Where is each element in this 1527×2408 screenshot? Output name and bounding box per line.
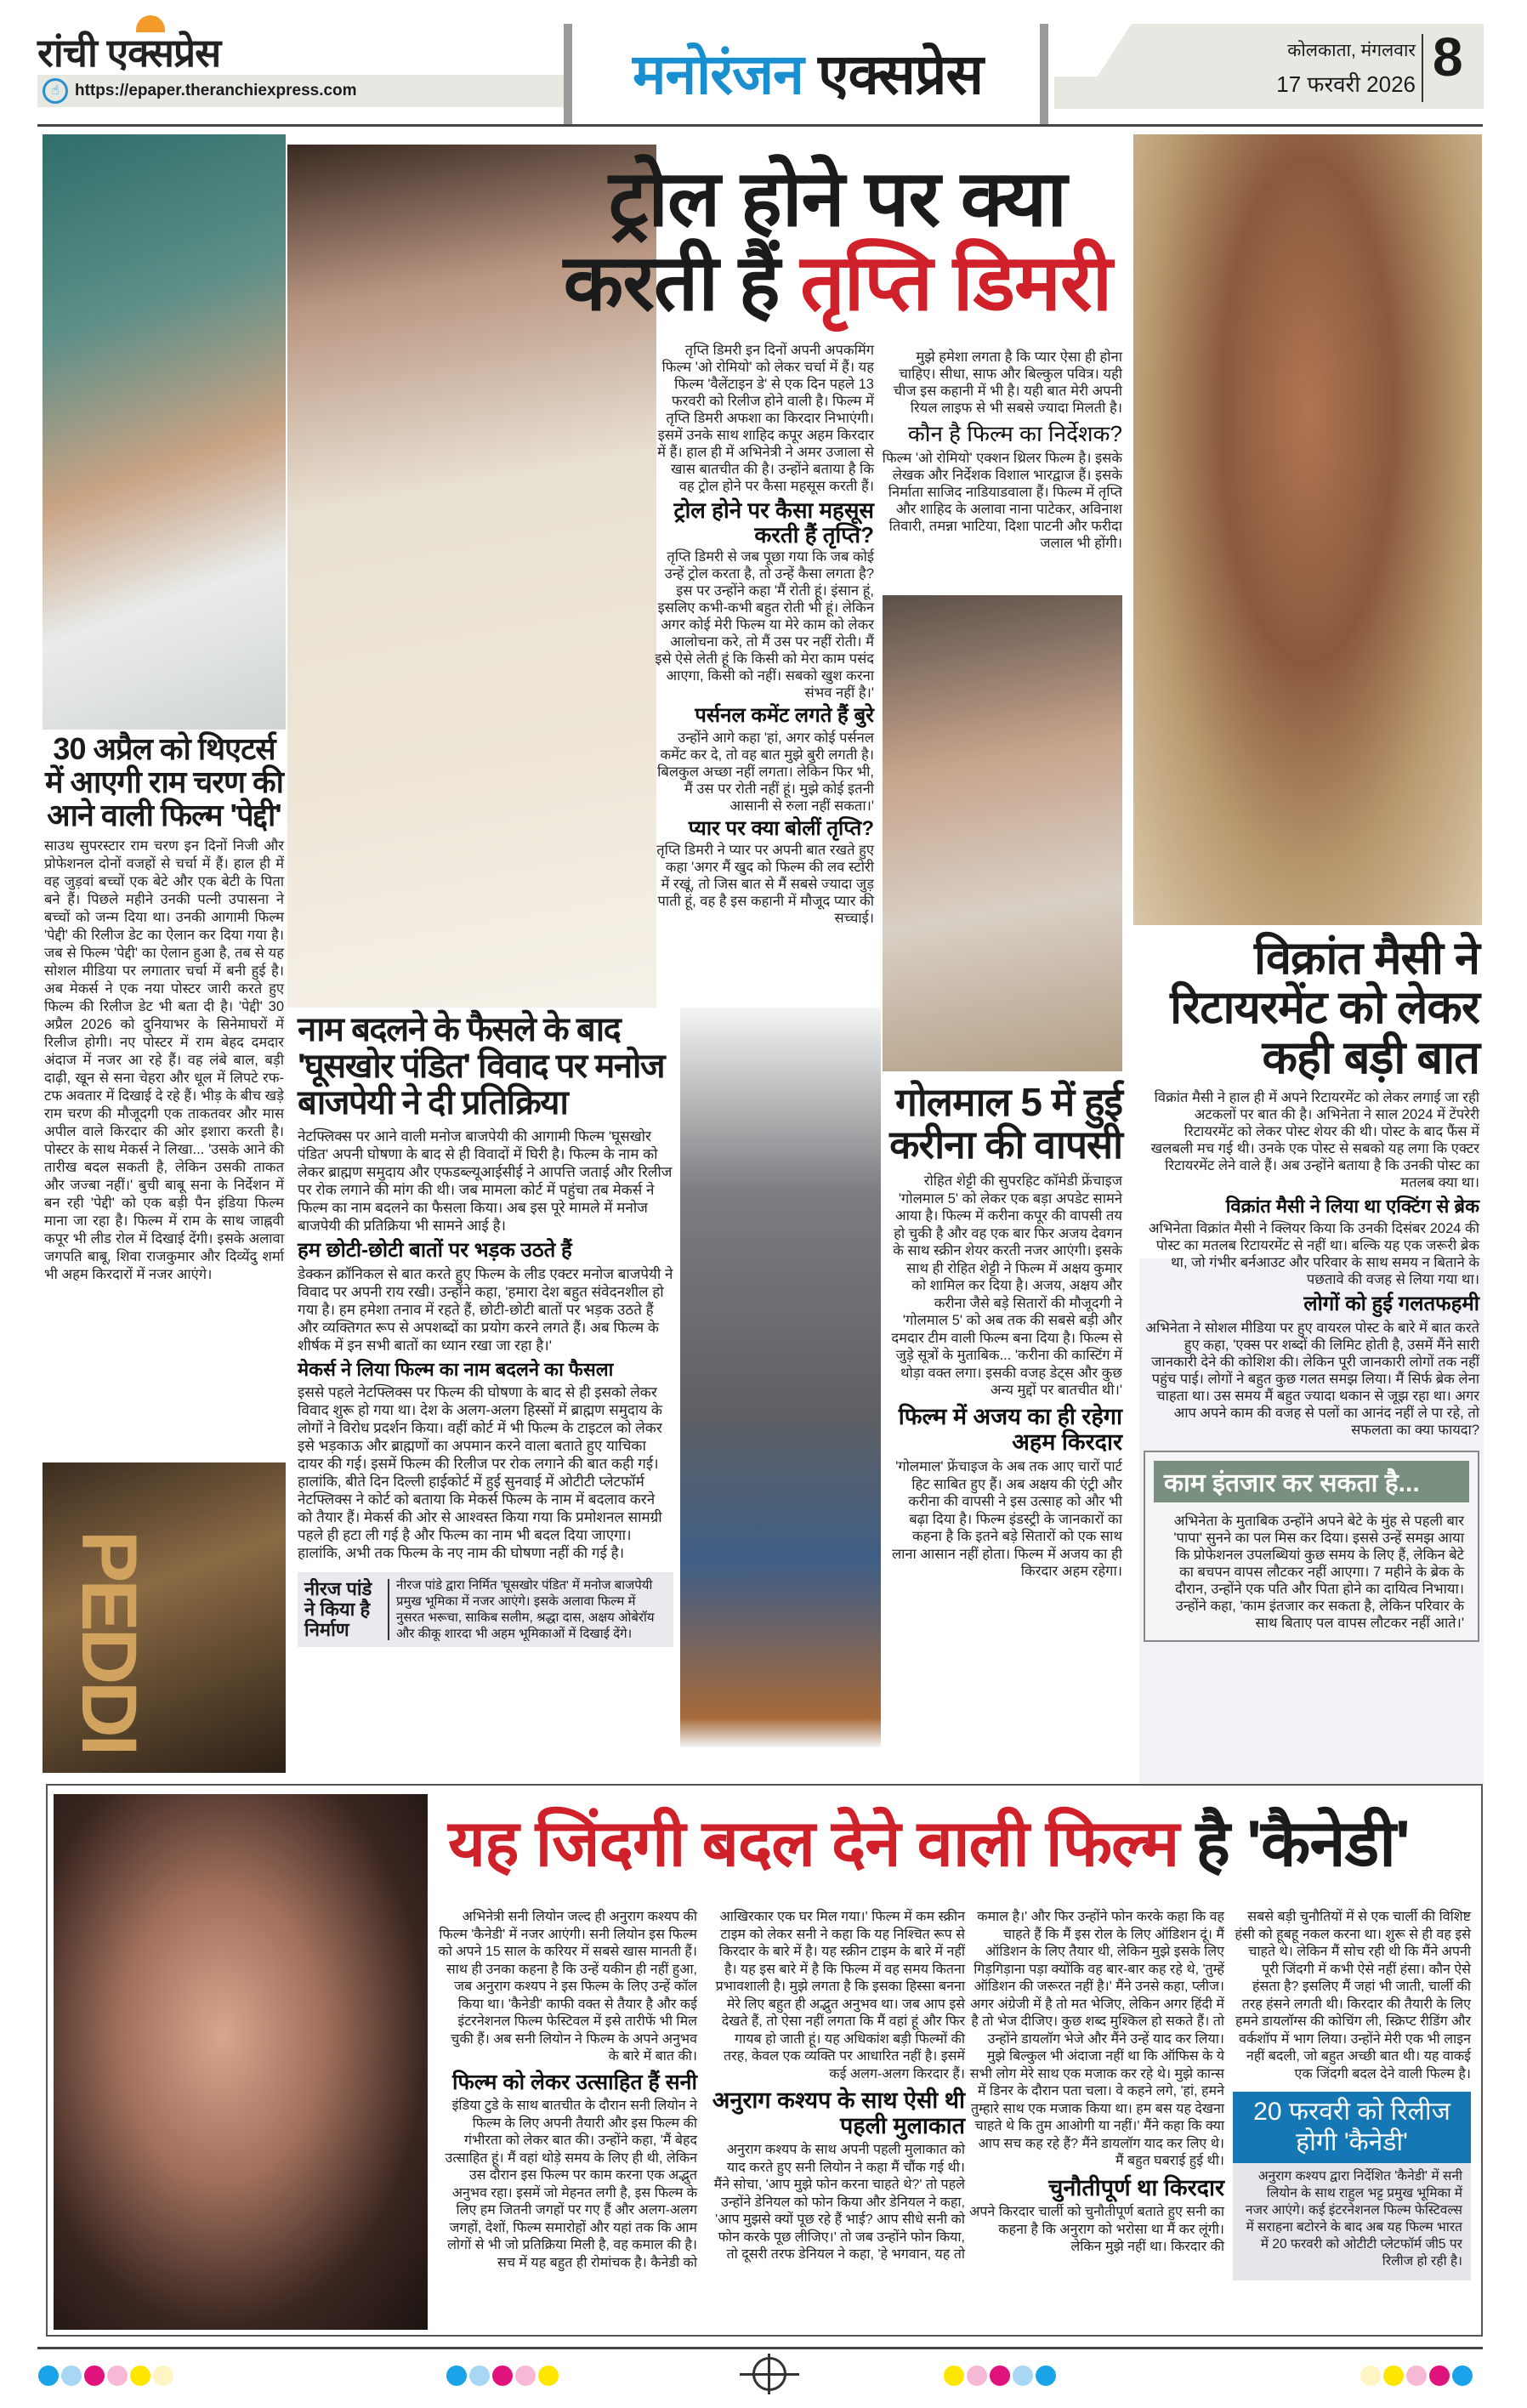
trupti-headline-line1: ट्रोल होने पर क्या — [608, 156, 1067, 242]
section-title-b: एक्सप्रेस — [818, 43, 983, 105]
subheading: फिल्म को लेकर उत्साहित हैं सनी — [452, 2070, 697, 2094]
registration-dot — [515, 2365, 536, 2386]
issue-date: 17 फरवरी 2026 — [1276, 71, 1416, 97]
subheading: विक्रांत मैसी ने लिया था एक्टिंग से ब्रेक — [1225, 1195, 1479, 1217]
registration-dot — [130, 2365, 150, 2386]
subheading: चुनौतीपूर्ण था किरदार — [1048, 2174, 1224, 2201]
registration-dot — [1360, 2365, 1381, 2386]
vikrant-massey-photo — [1133, 134, 1482, 925]
trupti-article-col1 — [655, 342, 874, 930]
subheading: लोगों को हुई गलतफहमी — [1303, 1292, 1479, 1316]
registration-dot — [1013, 2365, 1033, 2386]
kennedy-release-box — [1233, 2092, 1471, 2280]
epaper-url[interactable]: https://epaper.theranchiexpress.com — [37, 75, 565, 107]
registration-dot — [1429, 2365, 1450, 2386]
divider — [1422, 34, 1423, 102]
registration-dot — [1452, 2365, 1473, 2386]
article-paragraph: अभिनेता विक्रांत मैसी ने क्लियर किया कि उनकी दिसंबर 2024 की पोस्ट का मतलब रिटायरमेंट से नहीं था। बल्कि यह एक जरूरी ब्रेक था, जो गंभीर बर्नआउट और परिवार के साथ समय न बिताने के पछतावे की वजह से लिया गया था। — [1148, 1221, 1479, 1288]
neeraj-info-box — [298, 1572, 673, 1647]
subheading: कौन है फिल्म का निर्देशक? — [907, 421, 1122, 446]
kennedy-col1 — [438, 1909, 697, 2275]
article-paragraph: नेटफ्लिक्स पर आने वाली मनोज बाजपेयी की आगामी फिल्म 'घूसखोर पंडित' अपनी घोषणा के बाद से ही विवादों में घिरी है। फिल्म के नाम को लेकर ब्राह्मण समुदाय और एफडब्ल्यूआईसीई ने आपत्ति जताई और रिलीज पर रोक लगाने की मांग की थी। जब मामला कोर्ट में पहुंचा तब मेकर्स ने फिल्म का नाम बदलने का फैसला किया। अब इस पूरे मामले में मनोज बाजपेयी की प्रतिक्रिया भी सामने आई है। — [298, 1127, 673, 1234]
subheading: हम छोटी-छोटी बातों पर भड़क उठते हैं — [298, 1238, 572, 1262]
registration-dot — [1036, 2365, 1056, 2386]
article-paragraph: अभिनेत्री सनी लियोन जल्द ही अनुराग कश्यप की फिल्म 'कैनेडी' में नजर आएंगी। सनी लियोन इस फिल्म को अपने 15 साल के करियर में सबसे खास मानती हैं। साथ ही उनका कहना है कि उन्हें यकीन ही नहीं हुआ, जब अनुराग कश्यप ने इस फिल्म के लिए उन्हें कॉल किया था। 'कैनेडी' काफी वक्त से तैयार है और कई इंटरनेशनल फिल्म फेस्टिवल में इसे तारीफें भी मिल चुकी हैं। अब सनी लियोन ने फिल्म के अपने अनुभव के बारे में बात की। — [438, 1910, 697, 2064]
registration-dot — [492, 2365, 513, 2386]
article-paragraph: तृप्ति डिमरी इन दिनों अपनी अपकमिंग फिल्म 'ओ रोमियो' को लेकर चर्चा में हैं। यह फिल्म 'वैलेंटाइन डे' से एक दिन पहले 13 फरवरी को रिलीज होने वाली है। फिल्म में तृप्ति डिमरी अफशा का किरदार निभाएंगी। इसमें उनके साथ शाहिद कपूर अहम किरदार में हैं। हाल ही में अभिनेत्री ने अमर उजाला से खास बातचीत की है। उन्होंने बताया है कि वह ट्रोल होने पर कैसा महसूस करती हैं। — [657, 343, 874, 494]
sunny-leone-photo — [54, 1794, 428, 2330]
ram-charan-photo — [43, 134, 286, 730]
registration-dot — [1406, 2365, 1427, 2386]
trupti-article-col2 — [881, 349, 1122, 555]
kareena-kapoor-photo — [883, 595, 1122, 1071]
article-paragraph: अपने किरदार चार्ली को चुनौतीपूर्ण बताते हुए सनी का कहना है कि अनुराग को भरोसा था मैं कर लूंगी। लेकिन मुझे नहीं था। किरदार की — [969, 2205, 1224, 2255]
subheading: प्यार पर क्या बोलीं तृप्ति? — [688, 816, 874, 840]
trupti-headline-line2: करती हैं — [563, 240, 801, 327]
kennedy-col4-text — [1233, 1909, 1471, 2087]
box-text: अनुराग कश्यप द्वारा निर्देशित 'कैनेडी' में सनी लियोन के साथ राहुल भट्ट प्रमुख भूमिका में नजर आएंगे। कई इंटरनेशनल फिल्म फेस्टिवल्स में सराहना बटोरने के बाद अब यह फिल्म भारत में 20 फरवरी को ओटीटी प्लेटफॉर्म जी5 पर रिलीज हो रही है। — [1245, 2169, 1462, 2269]
kareena-headline: गोलमाल 5 में हुई करीना की वापसी — [889, 1080, 1122, 1167]
article-paragraph: डेक्कन क्रॉनिकल से बात करते हुए फिल्म के लीड एक्टर मनोज बाजपेयी ने विवाद पर अपनी राय रखी। उन्होंने कहा, 'हमारा देश बहुत संवेदनशील हो गया है। हम हमेशा तनाव में रहते हैं, छोटी-छोटी बातों पर भड़क उठते हैं और व्यक्तिगत रूप से अपशब्दों का प्रयोग करने लगते हैं। अब फिल्म के शीर्षक में इन सभी बातों का ध्यान रखा जा रहा है।' — [298, 1265, 673, 1354]
article-paragraph: फिल्म 'ओ रोमियो' एक्शन थ्रिलर फिल्म है। इसके लेखक और निर्देशक विशाल भारद्वाज हैं। इसके निर्माता साजिद नाडियाडवाला हैं। फिल्म में तृप्ति और शाहिद के अलावा नाना पाटेकर, अविनाश तिवारी, तमन्ना भाटिया, दिशा पाटनी और फरीदा जलाल भी होंगी। — [882, 450, 1122, 551]
kennedy-col2 — [710, 1909, 965, 2268]
article-paragraph: तृप्ति डिमरी ने प्यार पर अपनी बात रखते हुए कहा 'अगर मैं खुद को फिल्म की लव स्टोरी में रखूं, तो जिस बात से मैं सबसे ज्यादा जुड़ पाती हूं, वह है इस कहानी में मौजूद प्यार की सच्चाई। — [656, 842, 874, 926]
article-paragraph: मुझे हमेशा लगता है कि प्यार ऐसा ही होना चाहिए। सीधा, साफ और बिल्कुल पवित्र। यही चीज इस कहानी में भी है। यही बात मेरी अपनी रियल लाइफ से भी सबसे ज्यादा मिलती है। — [893, 349, 1122, 416]
registration-dot — [38, 2365, 59, 2386]
vikrant-quote-box — [1144, 1451, 1479, 1642]
article-paragraph: रोहित शेट्टी की सुपरहिट कॉमेडी फ्रेंचाइज 'गोलमाल 5' को लेकर एक बड़ा अपडेट सामने आया है। फिल्म में करीना कपूर की वापसी तय हो चुकी है और वह एक बार फिर अजय देवगन के साथ स्क्रीन शेयर करती नजर आएंगी। इसके साथ ही रोहित शेट्टी ने फिल्म में अक्षय कुमार को शामिल कर दिया है। अजय, अक्षय और करीना जैसे बड़े सितारों की मौजूदगी ने 'गोलमाल 5' को अब तक की सबसे बड़ी और दमदार टीम वाली फिल्म बना दिया है। फिल्म से जुड़े सूत्रों के मुताबिक... 'करीना की कास्टिंग में थोड़ा वक्त लगा। इसकी वजह डेट्स और कुछ अन्य मुद्दों पर बातचीत थी।' — [891, 1173, 1122, 1399]
peddi-poster-title: PEDDI — [65, 1531, 152, 1753]
kennedy-headline — [387, 1809, 1471, 1879]
registration-dot — [967, 2365, 987, 2386]
header-rule — [37, 124, 1483, 127]
subheading: ट्रोल होने पर कैसा महसूस करती हैं तृप्ति? — [673, 497, 874, 548]
article-paragraph: इंडिया टुडे के साथ बातचीत के दौरान सनी लियोन ने फिल्म के लिए अपनी तैयारी और इस फिल्म की गंभीरता को लेकर बात की। उन्होंने कहा, 'मैं बेहद उत्साहित हूं। मैं वहां थोड़े समय के लिए ही थी, लेकिन उस दौरान इस फिल्म पर काम करना एक अद्भुत अनुभव रहा। इसमें जो मेहनत लगी है, इस फिल्म के लिए हम जितनी जगहों पर गए हैं और अलग-अलग जगहों, देशों, फिल्म समारोहों और यहां तक कि आम लोगों से भी जो प्रतिक्रिया मिली है, वह कमाल की है। सच में यह बहुत ही रोमांचक है। कैनेडी को — [445, 2098, 697, 2270]
place-day: कोलकाता, मंगलवार — [1287, 41, 1416, 60]
kennedy-headline-a: यह जिंदगी बदल देने वाली फिल्म — [448, 1808, 1196, 1880]
footer-rule — [37, 2347, 1483, 2349]
kennedy-headline-b: है 'कैनेडी' — [1195, 1808, 1410, 1880]
vikrant-headline: विक्रांत मैसी ने रिटायरमेंट को लेकर कही बड़ी बात — [1170, 933, 1479, 1083]
kareena-story — [889, 1082, 1122, 1584]
kennedy-col4 — [1233, 1909, 1471, 2280]
newspaper-logo: रांची एक्सप्रेस — [37, 31, 221, 75]
registration-dot — [84, 2365, 105, 2386]
registration-dot — [153, 2365, 173, 2386]
section-title — [595, 34, 1020, 111]
registration-dot — [1383, 2365, 1404, 2386]
kareena-article — [889, 1173, 1122, 1583]
article-paragraph: विक्रांत मैसी ने हाल ही में अपने रिटायरमेंट को लेकर लगाई जा रही अटकलों पर बात की है। अभिनेता ने साल 2024 में टेंपरेरी रिटायरमेंट को लेकर पोस्ट शेयर की थी। पोस्ट के बाद फैंस में खलबली मच गई थी। उनके एक पोस्ट से सबको यह लगा कि एक्टर रिटायरमेंट लेने वाले हैं। अब उन्होंने बताया है कि उनकी पोस्ट का मतलब क्या था। — [1150, 1089, 1479, 1190]
subheading: फिल्म में अजय का ही रहेगा अहम किरदार — [898, 1403, 1122, 1455]
registration-dot — [107, 2365, 128, 2386]
registration-dot — [990, 2365, 1010, 2386]
registration-crosshair-icon — [768, 2354, 770, 2394]
ramcharan-headline: 30 अप्रैल को थिएटर्स में आएगी राम चरण की आने वाली फिल्म 'पेद्दी' — [45, 731, 283, 832]
registration-dot — [446, 2365, 467, 2386]
vikrant-article — [1144, 1089, 1479, 1442]
box-title: नीरज पांडे ने किया है निर्माण — [304, 1579, 389, 1640]
article-paragraph: अभिनेता ने सोशल मीडिया पर हुए वायरल पोस्ट के बारे में बात करते हुए कहा, 'एक्स पर शब्दों की लिमिट होती है, उसमें मैंने सारी जानकारी देने की कोशिश की। लेकिन पूरी जानकारी लोगों तक नहीं पहुंच पाई। लोगों ने बहुत कुछ गलत समझ लिया। मैं सिर्फ ब्रेक लेना चाहता था। उस समय मैं बहुत ज्यादा थकान से जूझ रहा था। अगर आप अपने काम की वजह से पलों का आनंद नहीं ले पा रहे, तो सफलता का क्या फायदा? — [1145, 1320, 1479, 1438]
manoj-article — [298, 1127, 673, 1566]
registration-dot — [538, 2365, 559, 2386]
box-title: काम इंतजार कर सकता है... — [1154, 1461, 1469, 1502]
registration-dot — [944, 2365, 964, 2386]
article-paragraph: आखिरकार एक घर मिल गया।' फिल्म में कम स्क्रीन टाइम को लेकर सनी ने कहा कि यह निश्चित रूप से किरदार के बारे में है। यह स्क्रीन टाइम के बारे में नहीं है। यह इस बारे में है कि फिल्म में वह समय कितना प्रभावशाली है। मुझे लगता है कि इसका हिस्सा बनना मेरे लिए बहुत ही अद्भुत अनुभव था। जब आप इसे देखते हैं, तो ऐसा नहीं लगता कि मैं वहां हूं और फिर गायब हो जाती हूं। यह अधिकांश बड़ी फिल्मों की तरह, केवल एक व्यक्ति पर आधारित नहीं है। इसमें कई अलग-अलग किरदार हैं। — [715, 1910, 965, 2081]
trupti-headline — [544, 157, 1131, 327]
page-number: 8 — [1433, 26, 1463, 88]
manoj-story — [298, 1012, 673, 1647]
article-paragraph: अनुराग कश्यप के साथ अपनी पहली मुलाकात को याद करते हुए सनी लियोन ने कहा मैं चौंक गई थी। मैंने सोचा, 'आप मुझे फोन करना चाहते थे?' तो पहले उन्होंने डेनियल को फोन किया और डेनियल ने कहा, 'आप मुझसे क्यों पूछ रहे हैं भाई? आप सीधे सनी को फोन करके पूछ लीजिए।' तो जब उन्होंने फोन किया, तो दूसरी तरफ डेनियल ने कहा, 'हे भगवान, यह तो — [713, 2143, 965, 2263]
section-title-a: मनोरंजन — [633, 43, 803, 105]
registration-dot — [61, 2365, 82, 2386]
article-paragraph: 'गोलमाल' फ्रेंचाइज के अब तक आए चारों पार्ट हिट साबित हुए हैं। अब अक्षय की एंट्री और करीना की वापसी ने इस उत्साह को और भी बढ़ा दिया है। फिल्म इंडस्ट्री के जानकारों का कहना है कि इतने बड़े सितारों को एक साथ लाना आसान नहीं होता। फिल्म में अजय का ही किरदार अहम रहेगा। — [891, 1459, 1122, 1580]
subheading: अनुराग कश्यप के साथ ऐसी थी पहली मुलाकात — [712, 2087, 965, 2138]
ramcharan-story — [44, 733, 284, 1287]
vikrant-story — [1144, 934, 1479, 1642]
article-paragraph: तृप्ति डिमरी से जब पूछा गया कि जब कोई उन्हें ट्रोल करता है, तो उन्हें कैसा लगता है? इस पर उन्होंने कहा 'मैं रोती हूं। इंसान हूं, इसलिए कभी-कभी बहुत रोती भी हूं। लेकिन अगर कोई मेरी फिल्म या मेरे काम को लेकर आलोचना करे, तो मैं उस पर नहीं रोती। मैं इसे ऐसे लेती हूं कि किसी को मेरा काम पसंद आएगा, किसी को नहीं। सबको खुश करना संभव नहीं है।' — [655, 549, 874, 701]
subheading: मेकर्स ने लिया फिल्म का नाम बदलने का फैसला — [298, 1358, 614, 1380]
registration-dot — [469, 2365, 490, 2386]
kennedy-col3 — [969, 1909, 1224, 2260]
hand-cursor-icon: ☝ — [43, 78, 68, 104]
article-paragraph: इससे पहले नेटफ्लिक्स पर फिल्म की घोषणा के बाद से ही इसको लेकर विवाद शुरू हो गया था। देश के अलग-अलग हिस्सों में ब्राह्मण समुदाय के लोगों ने विरोध प्रदर्शन किया। वहीं कोर्ट में भी फिल्म के टाइटल को लेकर इसे भड़काऊ और ब्राह्मणों का अपमान करने वाला बताते हुए याचिका दायर की गई। इसमें फिल्म की रिलीज पर रोक लगाने की बात कही गई। हालांकि, बीते दिन दिल्ली हाईकोर्ट में हुई सुनवाई में ओटीटी प्लेटफॉर्म नेटफ्लिक्स ने कोर्ट को बताया कि मेकर्स फिल्म के नाम में बदलाव करने को तैयार हैं। मेकर्स की ओर से आश्वस्त किया गया कि प्रमोशनल सामग्री पहले ही हटा ली गई है और फिल्म का नाम भी बदल दिया जाएगा। हालांकि, अभी तक फिल्म के नए नाम की घोषणा नहीं की गई है। — [298, 1384, 662, 1562]
trupti-headline-name: तृप्ति डिमरी — [800, 240, 1112, 327]
subheading: पर्सनल कमेंट लगते हैं बुरे — [695, 704, 874, 728]
article-paragraph: कमाल है।' और फिर उन्होंने फोन करके कहा कि वह चाहते हैं कि मैं इस रोल के लिए ऑडिशन दूं। मैं ऑडिशन के लिए तैयार थी, लेकिन मुझे इसके लिए गिड़गिड़ाना पड़ा क्योंकि वह बार-बार कह रहे थे, 'तुम्हें ऑडिशन की जरूरत नहीं है।' मैंने उनसे कहा, प्लीज। अगर अंग्रेजी में है तो मत भेजिए, लेकिन अगर हिंदी में है तो भेज दीजिए। कुछ शब्द मुश्किल हो सकते हैं। तो उन्होंने डायलॉग भेजे और मैंने उन्हें याद कर लिया। मुझे बिल्कुल भी अंदाजा नहीं था कि ऑफिस के ये सभी लोग मेरे साथ एक मजाक कर रहे थे। मुझे कान्स में डिनर के दौरान पता चला। वे कहने लगे, 'हां, हमने तुम्हारे साथ एक मजाक किया था। हम बस यह देखना चाहते थे कि तुम आओगी या नहीं।' मैंने कहा कि क्या आप सच कह रहे हैं? मैंने डायलॉग याद कर लिए थे। मैं बहुत घबराई हुई थी। — [969, 1910, 1224, 2168]
manoj-headline: नाम बदलने के फैसले के बाद 'घूसखोर पंडित' विवाद पर मनोज बाजपेयी ने दी प्रतिक्रिया — [298, 1011, 665, 1122]
ramcharan-article — [44, 838, 284, 1287]
box-title: 20 फरवरी को रिलीज होगी 'कैनेडी' — [1233, 2092, 1471, 2163]
article-paragraph: उन्होंने आगे कहा 'हां, अगर कोई पर्सनल कमेंट कर दे, तो वह बात मुझे बुरी लगती है। बिलकुल अच्छा नहीं लगता। लेकिन फिर भी, मैं उस पर रोती नहीं हूं। मुझे कोई इतनी आसानी से रुला नहीं सकता।' — [657, 730, 874, 814]
box-text: अभिनेता के मुताबिक उन्होंने अपने बेटे के मुंह से पहली बार 'पापा' सुनने का पल मिस कर दिया। इससे उन्हें समझ आया कि प्रोफेशनल उपलब्धियां कुछ समय के लिए हैं, लेकिन बेटे का बचपन वापस लौटकर नहीं आएगा। 7 महीने के ब्रेक के दौरान, उन्होंने एक पति और पिता होने का दायित्व निभाया। उन्होंने कहा, 'काम इंतजार कर सकता है, लेकिन परिवार के साथ बिताए पल वापस लौटकर नहीं आते।' — [1173, 1513, 1464, 1631]
article-paragraph: सबसे बड़ी चुनौतियों में से एक चार्ली की विशिष्ट हंसी को हूबहू नकल करना था। शुरू से ही वह इसे चाहते थे। लेकिन मैं सोच रही थी कि मैंने अपनी पूरी जिंदगी में कभी ऐसे नहीं हंसा। कौन ऐसे हंसता है? इसलिए मैं जहां भी जाती, चार्ली की तरह हंसने लगती थी। किरदार की तैयारी के लिए हमने डायलॉग्स की कोचिंग ली, स्क्रिप्ट रीडिंग और वर्कशॉप में भाग लिया। उन्होंने मेरी एक भी लाइन नहीं बदली, जो बहुत अच्छी बात थी। यह वाकई एक जिंदगी बदल देने वाली फिल्म है। — [1235, 1910, 1471, 2081]
box-text: नीरज पांडे द्वारा निर्मित 'घूसखोर पंडित' में मनोज बाजपेयी प्रमुख भूमिका में नजर आएंगे। इसके अलावा फिल्म में नुसरत भरूचा, साकिब सलीम, श्रद्धा दास, अक्षय ओबेरॉय और कीकू शारदा भी अहम भूमिकाओं में दिखाई देंगे। — [396, 1578, 655, 1642]
manoj-bajpayee-photo — [680, 1008, 881, 1747]
article-paragraph: साउथ सुपरस्टार राम चरण इन दिनों निजी और प्रोफेशनल दोनों वजहों से चर्चा में हैं। हाल ही में वह जुड़वां बच्चों एक बेटे और एक बेटी के पिता बने हैं। पिछले महीने उनकी पत्नी उपासना ने बच्चों को जन्म दिया था। उनकी आगामी फिल्म 'पेद्दी' की रिलीज डेट का ऐलान कर दिया गया है। जब से फिल्म 'पेद्दी' का ऐलान हुआ है, तब से यह सोशल मीडिया पर लगातार चर्चा में बनी हुई है। अब मेकर्स ने एक नया पोस्टर जारी करते हुए फिल्म की रिलीज डेट भी बता दी है। 'पेद्दी' 30 अप्रैल 2026 को दुनियाभर के सिनेमाघरों में रिलीज होगी। नए पोस्टर में राम बेहद दमदार अंदाज में नजर आ रहे हैं। वह लंबे बाल, बड़ी दाढ़ी, खून से सना चेहरा और धूल में लिपटे रफ-टफ अवतार में दिखाई दे रहे हैं। भीड़ के बीच खड़े राम चरण की मौजूदगी एक ताकतवर और मास अपील वाले किरदार की ओर इशारा करती है। पोस्टर के साथ मेकर्स ने लिखा... 'उसके आने की तारीख बदल सकती है, लेकिन उसकी ताकत और जज्बा नहीं।' बुची बाबू सना के निर्देशन में बन रही 'पेद्दी' को एक बड़ी पैन इंडिया फिल्म माना जा रहा है। फिल्म में राम के साथ जाह्नवी कपूर भी लीड रोल में दिखाई देंगी। इसके अलावा जगपति बाबू, शिवा राजकुमार और दिव्येंदु शर्मा भी अहम किरदारों में नजर आएंगे। — [44, 838, 284, 1282]
